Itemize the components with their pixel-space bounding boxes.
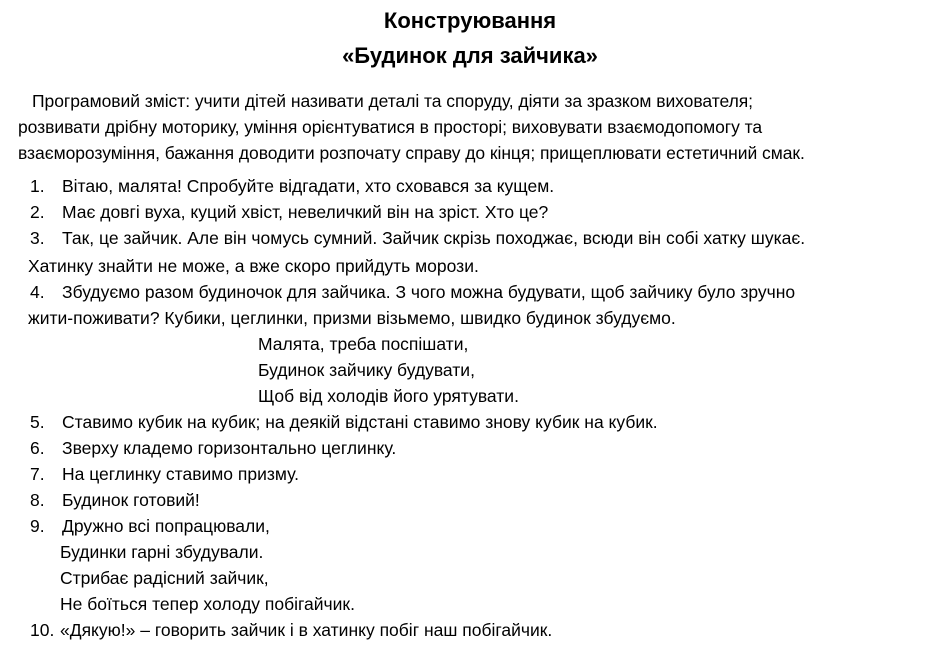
item-text: Будинок готовий!	[62, 490, 200, 510]
verse-line: Щоб від холодів його урятувати.	[258, 386, 519, 406]
item-number: 4.	[30, 282, 45, 302]
program-content-paragraph	[18, 88, 933, 166]
item-number: 10.	[30, 620, 55, 640]
item-text: Має довгі вуха, куций хвіст, невеличкий він на зріст. Хто це?	[62, 202, 549, 222]
verse-line: Будинки гарні збудували.	[60, 542, 264, 562]
document-title: Конструювання	[383, 8, 557, 33]
verse-line: Будинок зайчику будувати,	[258, 360, 475, 380]
item-text: Ставимо кубик на кубик; на деякій відстані ставимо знову кубик на кубик.	[62, 412, 658, 432]
item-text: Дружно всі попрацювали,	[62, 516, 270, 536]
verse-line: Стрибає радісний зайчик,	[60, 568, 269, 588]
intro-line-3: взаєморозуміння, бажання доводити розпочату справу до кінця; прищеплювати естетичний смак.	[18, 143, 805, 163]
item-text: Вітаю, малята! Спробуйте відгадати, хто сховався за кущем.	[62, 176, 555, 196]
intro-line-1: Програмовий зміст: учити дітей називати деталі та споруду, діяти за зразком вихователя;	[32, 91, 753, 111]
item-number: 1.	[30, 176, 45, 196]
item-number: 6.	[30, 438, 45, 458]
item-text: Так, це зайчик. Але він чомусь сумний. Зайчик скрізь походжає, всюди він собі хатку шукає.	[62, 228, 806, 248]
item-number: 8.	[30, 490, 45, 510]
item-number: 9.	[30, 516, 45, 536]
verse-line: Не боїться тепер холоду побігайчик.	[60, 594, 355, 614]
intro-line-2: розвивати дрібну моторику, уміння орієнтуватися в просторі; виховувати взаємодопомогу та	[18, 117, 763, 137]
item-text: Зверху кладемо горизонтально цеглинку.	[62, 438, 397, 458]
document-subtitle: «Будинок для зайчика»	[342, 43, 598, 68]
item-number: 2.	[30, 202, 45, 222]
item-text: Збудуємо разом будиночок для зайчика. З чого можна будувати, щоб зайчику було зручно	[62, 282, 796, 302]
item-number: 5.	[30, 412, 45, 432]
item-continuation: Хатинку знайти не може, а вже скоро прийдуть морози.	[28, 256, 479, 276]
item-number: 3.	[30, 228, 45, 248]
item-text: «Дякую!» – говорить зайчик і в хатинку побіг наш побігайчик.	[60, 620, 553, 640]
item-continuation: жити-поживати? Кубики, цеглинки, призми візьмемо, швидко будинок збудуємо.	[28, 308, 676, 328]
item-number: 7.	[30, 464, 45, 484]
item-text: На цеглинку ставимо призму.	[62, 464, 300, 484]
verse-line: Малята, треба поспішати,	[258, 334, 469, 354]
